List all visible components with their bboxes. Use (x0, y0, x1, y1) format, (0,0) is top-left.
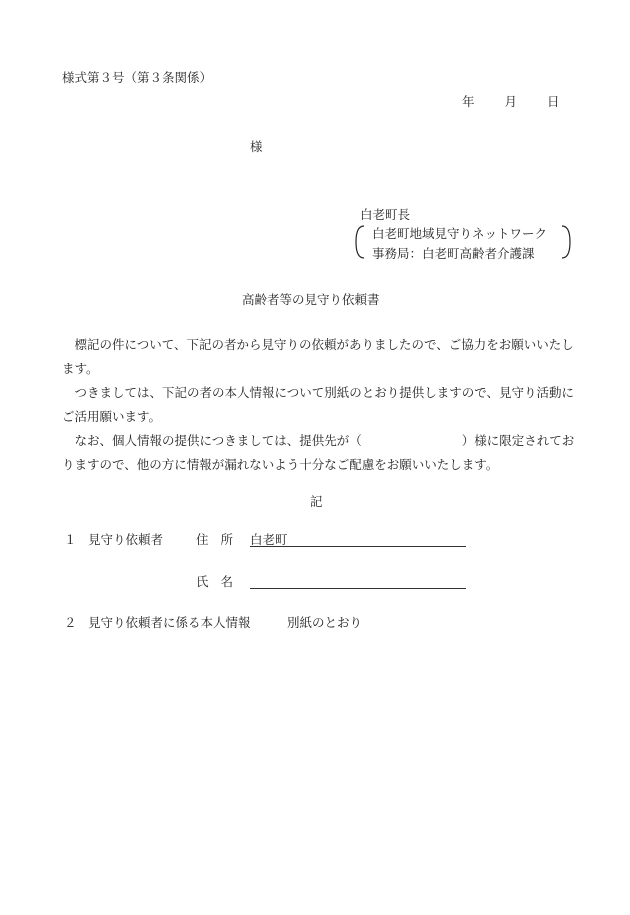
form-number: 様式第３号（第３条関係） (62, 70, 213, 85)
paragraph-privacy-text-after: ）様に限定されておりますので、他の方に情報が漏れないよう十分なご配慮をお願いいたします。 (62, 433, 575, 472)
date-year-label: 年 (462, 94, 475, 109)
paragraph-request-text: 標記の件について、下記の者から見守りの依頼がありましたので、ご協力をお願いいたします。 (62, 337, 574, 376)
date-day-label: 日 (547, 94, 560, 109)
item1-label: 見守り依頼者 (88, 532, 164, 547)
address-field: 白老町 (250, 530, 466, 547)
paragraph-info-provision-text: つきましては、下記の者の本人情報について別紙のとおり提供しますので、見守り活動にご活用願います。 (62, 385, 575, 424)
sender-network-name: 白老町地域見守りネットワーク (372, 226, 548, 241)
paragraph-privacy-text-before: なお、個人情報の提供につきましては、提供先が（ (74, 433, 362, 448)
item1-number: １ (64, 532, 77, 547)
item2-value: 別紙のとおり (287, 615, 363, 630)
ki-heading: 記 (310, 494, 323, 509)
item2-number: ２ (64, 615, 77, 630)
recipient-salutation: 様 (250, 139, 263, 154)
paragraph-info-provision (62, 381, 582, 429)
address-label: 住所 (196, 532, 246, 547)
item2-label: 見守り依頼者に係る本人情報 (88, 615, 251, 630)
name-label: 氏名 (196, 574, 246, 589)
paragraph-request (62, 333, 582, 381)
document-title: 高齢者等の見守り依頼書 (242, 292, 380, 307)
sender-office-name: 事務局：白老町高齢者介護課 (372, 246, 535, 261)
paragraph-privacy (62, 429, 582, 477)
date-month-label: 月 (504, 94, 518, 109)
name-field (250, 572, 466, 589)
date-line (462, 92, 560, 110)
sender-title: 白老町長 (360, 207, 411, 222)
